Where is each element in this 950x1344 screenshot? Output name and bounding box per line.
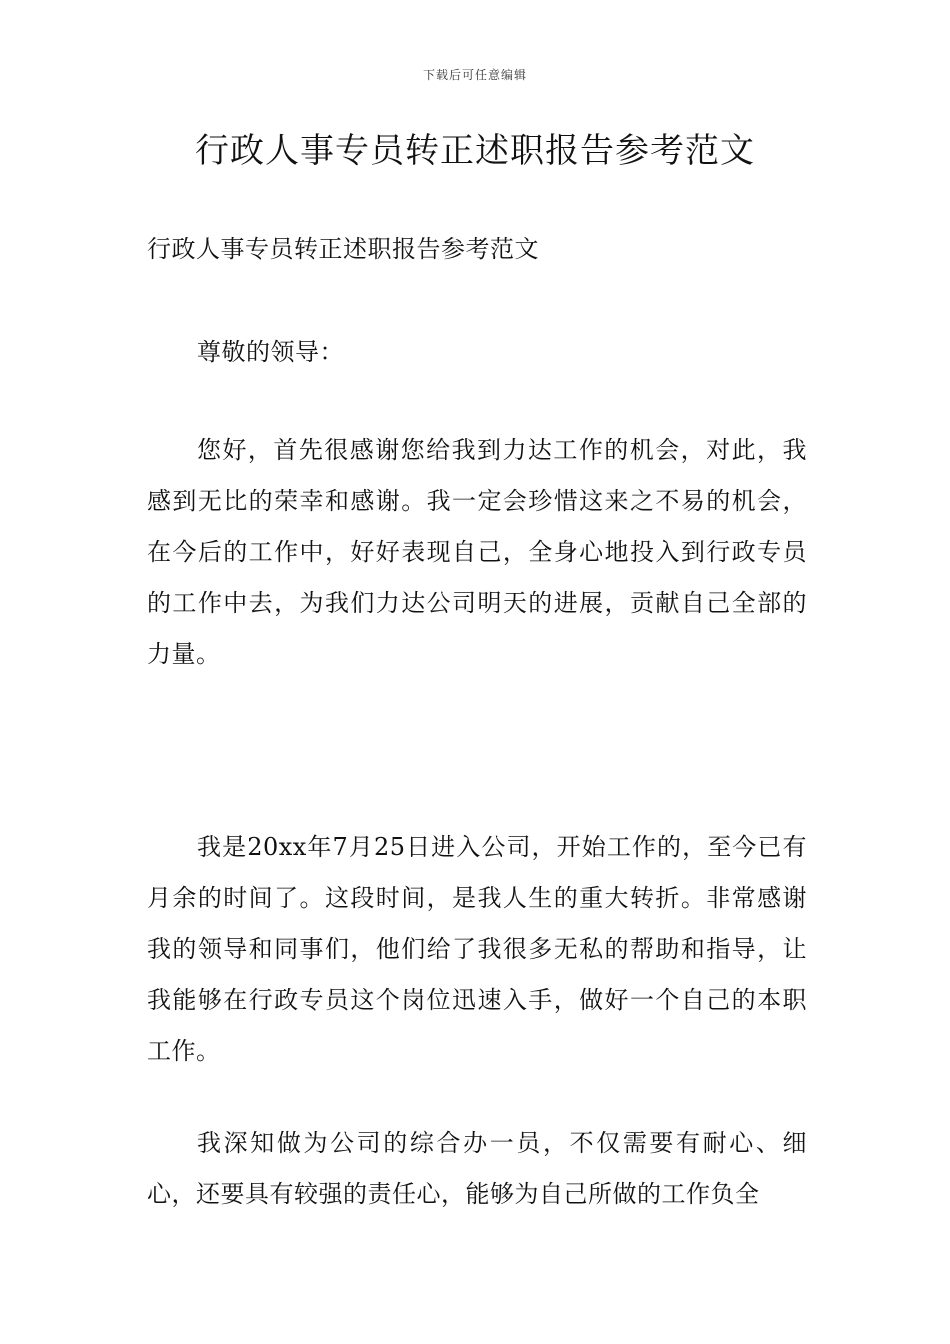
- document-title: 行政人事专员转正述职报告参考范文: [195, 131, 755, 171]
- paragraph: 我是20xx年7月25日进入公司，开始工作的，至今已有月余的时间了。这段时间，是我人生的重大转折。非常感谢我的领导和同事们，他们给了我很多无私的帮助和指导，让我能够在行政专员这个岗位迅速入手，做好一个自己的本职工作。: [147, 833, 807, 1065]
- paragraph: 您好，首先很感谢您给我到力达工作的机会，对此，我感到无比的荣幸和感谢。我一定会珍惜这来之不易的机会，在今后的工作中，好好表现自己，全身心地投入到行政专员的工作中去，为我们力达公司明天的进展，贡献自己全部的力量。: [147, 436, 807, 668]
- salutation: 尊敬的领导：: [197, 338, 344, 366]
- paragraph: 我深知做为公司的综合办一员，不仅需要有耐心、细心，还要具有较强的责任心，能够为自己所做的工作负全: [147, 1129, 807, 1208]
- document-subtitle: 行政人事专员转正述职报告参考范文: [147, 235, 539, 263]
- header-note: 下载后可任意编辑: [422, 68, 527, 82]
